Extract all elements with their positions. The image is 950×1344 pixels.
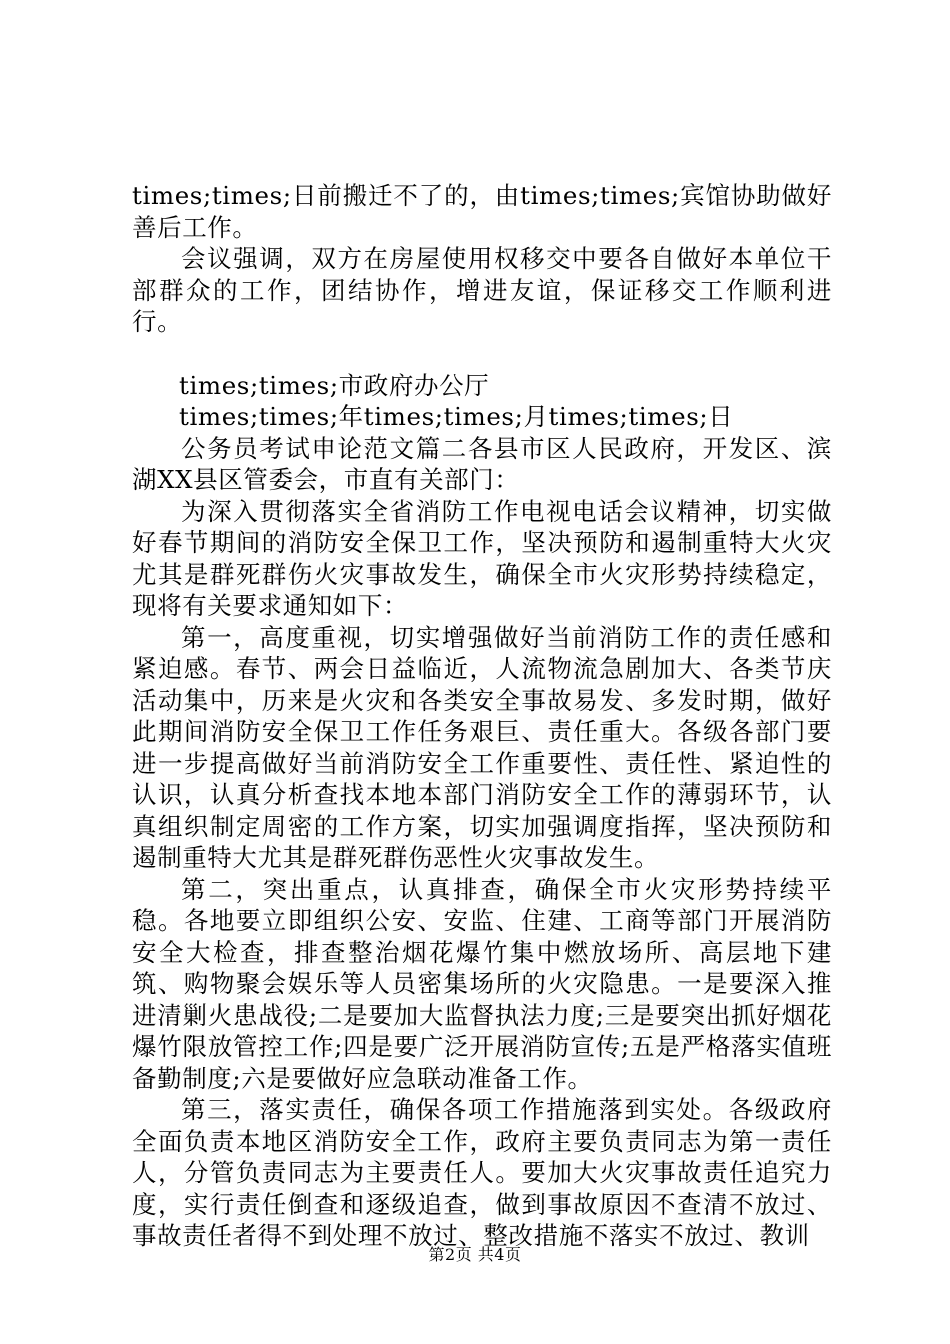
paragraph-intro: 为深入贯彻落实全省消防工作电视电话会议精神，切实做好春节期间的消防安全保卫工作，坚决预防和遏制重特大火灾尤其是群死群伤火灾事故发生，确保全市火灾形势持续稳定，现将有关要求通知如下： [132, 496, 832, 620]
document-body [132, 180, 832, 1252]
paragraph-point-three: 第三，落实责任，确保各项工作措施落到实处。各级政府全面负责本地区消防安全工作，政府主要负责同志为第一责任人，分管负责同志为主要责任人。要加大火灾事故责任追究力度，实行责任倒查和逐级追查，做到事故原因不查清不放过、事故责任者得不到处理不放过、整改措施不落实不放过、教训 [132, 1095, 832, 1250]
paragraph-gap [132, 338, 832, 370]
paragraph-addressee: 公务员考试申论范文篇二各县市区人民政府，开发区、滨湖XX县区管委会，市直有关部门： [132, 433, 832, 494]
page-number-footer: 第2页 共4页 [428, 1245, 522, 1264]
signature-date: times;times;年times;times;月times;times;日 [179, 402, 734, 431]
paragraph-meeting-emphasis: 会议强调，双方在房屋使用权移交中要各自做好本单位干部群众的工作，团结协作，增进友谊，保证移交工作顺利进行。 [132, 244, 832, 336]
signature-office: times;times;市政府办公厅 [179, 370, 490, 400]
paragraph-relocation: times;times;日前搬迁不了的，由times;times;宾馆协助做好善后工作。 [132, 181, 832, 242]
paragraph-point-two: 第二，突出重点，认真排查，确保全市火灾形势持续平稳。各地要立即组织公安、安监、住建、工商等部门开展消防安全大检查，排查整治烟花爆竹集中燃放场所、高层地下建筑、购物聚会娱乐等人员密集场所的火灾隐患。一是要深入推进清剿火患战役;二是要加大监督执法力度;三是要突出抓好烟花爆竹限放管控工作;四是要广泛开展消防宣传;五是严格落实值班备勤制度;六是要做好应急联动准备工作。 [132, 874, 832, 1093]
paragraph-point-one: 第一，高度重视，切实增强做好当前消防工作的责任感和紧迫感。春节、两会日益临近，人流物流急剧加大、各类节庆活动集中，历来是火灾和各类安全事故易发、多发时期，做好此期间消防安全保卫工作任务艰巨、责任重大。各级各部门要进一步提高做好当前消防安全工作重要性、责任性、紧迫性的认识，认真分析查找本地本部门消防安全工作的薄弱环节，认真组织制定周密的工作方案，切实加强调度指挥，坚决预防和遏制重特大尤其是群死群伤恶性火灾事故发生。 [132, 622, 832, 872]
